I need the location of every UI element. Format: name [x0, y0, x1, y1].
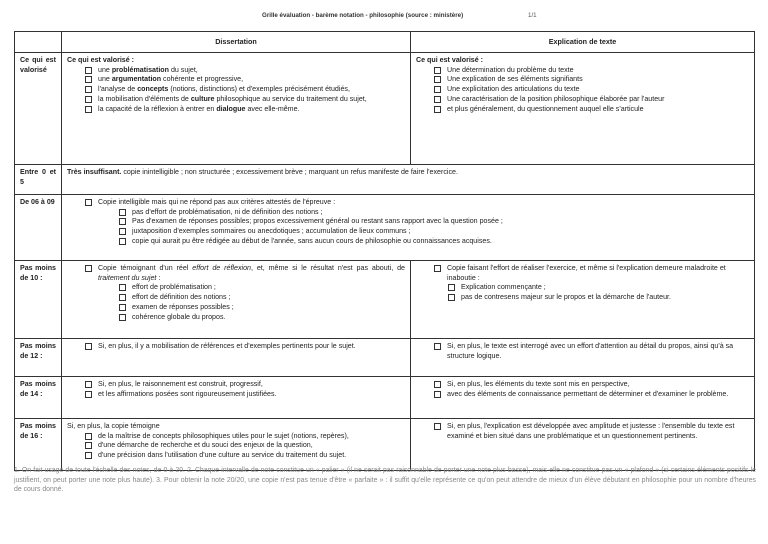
checkbox[interactable]	[434, 96, 441, 103]
checkbox[interactable]	[434, 106, 441, 113]
checklist-item: Copie faisant l'effort de réaliser l'exercice, et même si l'explication demeure maladroite et inaboutie :	[434, 264, 749, 284]
checklist-item: et plus généralement, du questionnement auquel elle s'articule	[434, 105, 749, 115]
table-row	[15, 164, 755, 194]
checklist-item: la capacité de la réflexion à entrer en dialogue avec elle-même.	[85, 105, 405, 115]
checkbox[interactable]	[85, 452, 92, 459]
evaluation-grid	[14, 31, 755, 471]
checklist-item: d'une précision dans l'utilisation d'une culture au service du traitement du sujet.	[85, 451, 405, 461]
checklist-item: de la maîtrise de concepts philosophiques utiles pour le sujet (notions, repères),	[85, 432, 405, 442]
checklist-item: pas d'effort de problématisation, ni de définition des notions ;	[119, 208, 749, 218]
header-row	[15, 32, 755, 53]
checkbox[interactable]	[434, 391, 441, 398]
table-row	[15, 194, 755, 260]
checkbox[interactable]	[85, 391, 92, 398]
checkbox[interactable]	[85, 96, 92, 103]
checkbox[interactable]	[119, 228, 126, 235]
checklist-item: pas de contresens majeur sur le propos et la démarche de l'auteur.	[448, 293, 749, 303]
checklist-item: Une détermination du problème du texte	[434, 66, 749, 76]
checkbox[interactable]	[85, 343, 92, 350]
row-label: De 06 à 09	[15, 194, 62, 260]
row-label: Pas moins de 12 :	[15, 338, 62, 376]
checkbox[interactable]	[119, 294, 126, 301]
verdict-label: Très insuffisant.	[67, 167, 122, 176]
merged-cell	[62, 194, 755, 260]
dissertation-cell	[62, 338, 411, 376]
verdict-text: copie inintelligible ; non structurée ; excessivement brève ; marquant un refus manifeste de faire l'exercice.	[121, 167, 458, 176]
table-row	[15, 376, 755, 418]
page-header	[0, 12, 768, 24]
checkbox[interactable]	[434, 381, 441, 388]
checkbox[interactable]	[434, 86, 441, 93]
checklist-item: Pas d'examen de réponses possibles; propos excessivement général ou restant sans rapport avec la question posée ;	[119, 217, 749, 227]
checklist-item: Si, en plus, le raisonnement est construit, progressif,	[85, 380, 405, 390]
checklist-item: Une explication de ses éléments signifiants	[434, 75, 749, 85]
checklist-item: Si, en plus, les éléments du texte sont mis en perspective,	[434, 380, 749, 390]
checklist-item: la mobilisation d'éléments de culture philosophique au service du traitement du sujet,	[85, 95, 405, 105]
checkbox[interactable]	[434, 265, 441, 272]
explication-cell	[411, 52, 755, 164]
checkbox[interactable]	[85, 433, 92, 440]
checkbox[interactable]	[119, 314, 126, 321]
table-row	[15, 260, 755, 338]
checklist-item: juxtaposition d'exemples sommaires ou anecdotiques ; accumulation de lieux communs ;	[119, 227, 749, 237]
checklist-item: copie qui aurait pu être rédigée au début de l'année, sans aucun cours de philosophie ou connaissances acquises.	[119, 237, 749, 247]
footnote: 1. On fait usage de toute l'échelle des notes, de 0 à 20. 2. Chaque intervalle de note constitue un « palier » (il ne serait pas raisonnable de porter une note plus basse), mais elle ne constitue pas un « plafond » (si certains éléments positifs le justifient, on peut porter une note plus haute). 3. Pour obtenir la note 20/20, une copie n'est pas tenue d'être « parfaite » : il suffit qu'elle représente ce qu'on peut attendre de mieux d'un élève débutant en philosophie pour un nombre d'heures de cours donné.	[14, 467, 756, 494]
checklist-item: Copie témoignant d'un réel effort de réflexion, et, même si le résultat n'est pas abouti, de traitement du sujet :	[85, 264, 405, 284]
checkbox[interactable]	[434, 67, 441, 74]
table-row	[15, 52, 755, 164]
dissertation-cell	[62, 260, 411, 338]
checklist-item: effort de problématisation ;	[119, 283, 405, 293]
row-label: Pas moins de 10 :	[15, 260, 62, 338]
checkbox[interactable]	[434, 343, 441, 350]
checkbox[interactable]	[119, 284, 126, 291]
corner-cell	[15, 32, 62, 53]
checkbox[interactable]	[85, 381, 92, 388]
checkbox[interactable]	[434, 76, 441, 83]
column-header-explication: Explication de texte	[411, 32, 755, 53]
checklist-item: Copie intelligible mais qui ne répond pas aux critères attestés de l'épreuve :	[85, 198, 749, 208]
checklist-item: examen de réponses possibles ;	[119, 303, 405, 313]
dissertation-cell	[62, 376, 411, 418]
checklist-item: et les affirmations posées sont rigoureusement justifiées.	[85, 390, 405, 400]
page-count: 1/1	[528, 12, 537, 19]
row-label: Pas moins de 14 :	[15, 376, 62, 418]
checkbox[interactable]	[119, 218, 126, 225]
criteria-heading: Ce qui est valorisé :	[67, 55, 135, 64]
checkbox[interactable]	[85, 67, 92, 74]
checklist-item: cohérence globale du propos.	[119, 313, 405, 323]
column-header-dissertation: Dissertation	[62, 32, 411, 53]
row-label: Pas moins de 16 :	[15, 418, 62, 470]
criteria-heading: Ce qui est valorisé :	[416, 55, 484, 64]
checkbox[interactable]	[85, 76, 92, 83]
checklist-item: Si, en plus, le texte est interrogé avec un effort d'attention au détail du propos, ainsi qu'à sa structure logique.	[434, 342, 749, 362]
criteria-heading: Si, en plus, la copie témoigne	[67, 421, 160, 430]
explication-cell	[411, 338, 755, 376]
explication-cell	[411, 418, 755, 470]
dissertation-cell	[62, 418, 411, 470]
document-title: Grille évaluation - barème notation - philosophie (source : ministère)	[262, 12, 464, 19]
explication-cell	[411, 260, 755, 338]
checkbox[interactable]	[448, 294, 455, 301]
checkbox[interactable]	[85, 106, 92, 113]
checklist-item: une problématisation du sujet,	[85, 66, 405, 76]
checklist-item: Une explicitation des articulations du texte	[434, 85, 749, 95]
checkbox[interactable]	[85, 265, 92, 272]
merged-cell	[62, 164, 755, 194]
checklist-item: Si, en plus, l'explication est développée avec amplitude et justesse : l'ensemble du texte est examiné et bien situé dans une problématique et un questionnement pertinents.	[434, 422, 749, 442]
dissertation-cell	[62, 52, 411, 164]
checklist-item: Explication commençante ;	[448, 283, 749, 293]
row-label: Ce qui est valorisé	[15, 52, 62, 164]
checklist-item: Une caractérisation de la position philosophique élaborée par l'auteur	[434, 95, 749, 105]
checklist-item: Si, en plus, il y a mobilisation de références et d'exemples pertinents pour le sujet.	[85, 342, 405, 352]
explication-cell	[411, 376, 755, 418]
checklist-item: une argumentation cohérente et progressive,	[85, 75, 405, 85]
row-label: Entre 0 et 5	[15, 164, 62, 194]
table-row	[15, 338, 755, 376]
checkbox[interactable]	[434, 423, 441, 430]
checklist-item: d'une démarche de recherche et du souci des enjeux de la question,	[85, 441, 405, 451]
checkbox[interactable]	[119, 304, 126, 311]
checklist-item: l'analyse de concepts (notions, distinctions) et d'exemples précisément étudiés,	[85, 85, 405, 95]
checkbox[interactable]	[119, 238, 126, 245]
checklist-item: effort de définition des notions ;	[119, 293, 405, 303]
checkbox[interactable]	[85, 442, 92, 449]
checkbox[interactable]	[119, 209, 126, 216]
checklist-item: avec des éléments de connaissance permettant de déterminer et d'examiner le problème.	[434, 390, 749, 400]
checkbox[interactable]	[448, 284, 455, 291]
checkbox[interactable]	[85, 86, 92, 93]
table-row	[15, 418, 755, 470]
checkbox[interactable]	[85, 199, 92, 206]
